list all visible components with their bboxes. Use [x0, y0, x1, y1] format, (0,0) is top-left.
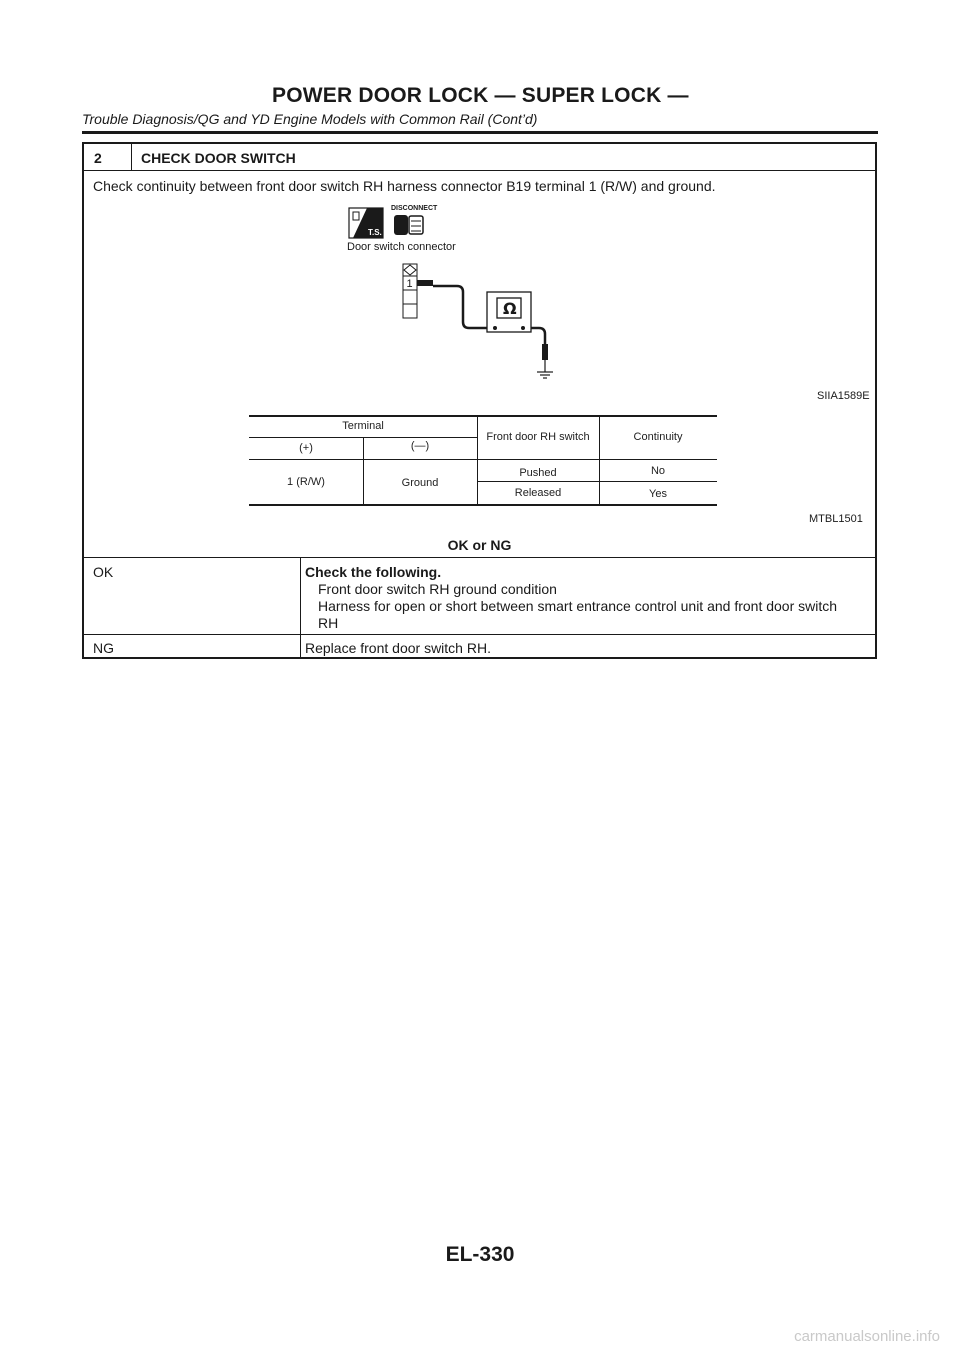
- plus-header: (+): [299, 442, 313, 454]
- row-divider: [84, 170, 875, 171]
- ground-value: Ground: [401, 477, 439, 489]
- ts-label: T.S.: [368, 228, 382, 237]
- list-item: Front door switch RH ground condition: [318, 581, 557, 597]
- terminal-header: Terminal: [342, 420, 384, 432]
- ng-label: NG: [93, 640, 114, 656]
- terminal-value: 1 (R/W): [287, 476, 325, 488]
- ok-heading: Check the following.: [305, 564, 442, 580]
- figure-code: SIIA1589E: [817, 390, 870, 402]
- ohmmeter-diagram: [429, 252, 559, 392]
- step-number: 2: [94, 150, 102, 166]
- switch-header: Front door RH switch: [486, 431, 590, 443]
- list-item: RH: [318, 615, 339, 631]
- table-cell: Pushed: [519, 467, 557, 479]
- list-item: Harness for open or short between smart entrance control unit and front door switch: [318, 598, 838, 614]
- watermark: carmanualsonline.info: [794, 1328, 940, 1345]
- step-divider: [131, 144, 132, 170]
- ohm-symbol: Ω: [503, 299, 517, 318]
- table-cell: Yes: [649, 488, 667, 500]
- terminal-number: 1: [406, 278, 413, 290]
- step-title: CHECK DOOR SWITCH: [141, 150, 296, 166]
- ts-icon: [349, 208, 383, 238]
- page-title: POWER DOOR LOCK — SUPER LOCK —: [272, 84, 689, 107]
- continuity-header: Continuity: [633, 431, 683, 443]
- table-cell: Released: [514, 487, 562, 499]
- minus-header: (—): [410, 440, 430, 452]
- header-rule: [82, 131, 878, 134]
- disconnect-label: DISCONNECT: [391, 205, 438, 212]
- table-cell: No: [650, 465, 666, 477]
- result-prompt: OK or NG: [447, 537, 512, 553]
- page-number: EL-330: [445, 1243, 515, 1266]
- table-code: MTBL1501: [809, 513, 863, 525]
- column-divider: [300, 557, 301, 659]
- ground-icon: [537, 372, 553, 378]
- diagnosis-step-box: [82, 142, 877, 659]
- connector-label: Door switch connector: [347, 241, 456, 253]
- step-instruction: Check continuity between front door switch RH harness connector B19 terminal 1 (R/W) and ground.: [93, 178, 716, 194]
- ng-action: Replace front door switch RH.: [305, 640, 491, 656]
- ok-label: OK: [93, 564, 114, 580]
- disconnect-icon: [391, 205, 438, 235]
- row-divider: [84, 634, 875, 635]
- page-subtitle: Trouble Diagnosis/QG and YD Engine Models with Common Rail (Cont’d): [82, 111, 538, 127]
- row-divider: [84, 557, 875, 558]
- continuity-table: [249, 415, 717, 507]
